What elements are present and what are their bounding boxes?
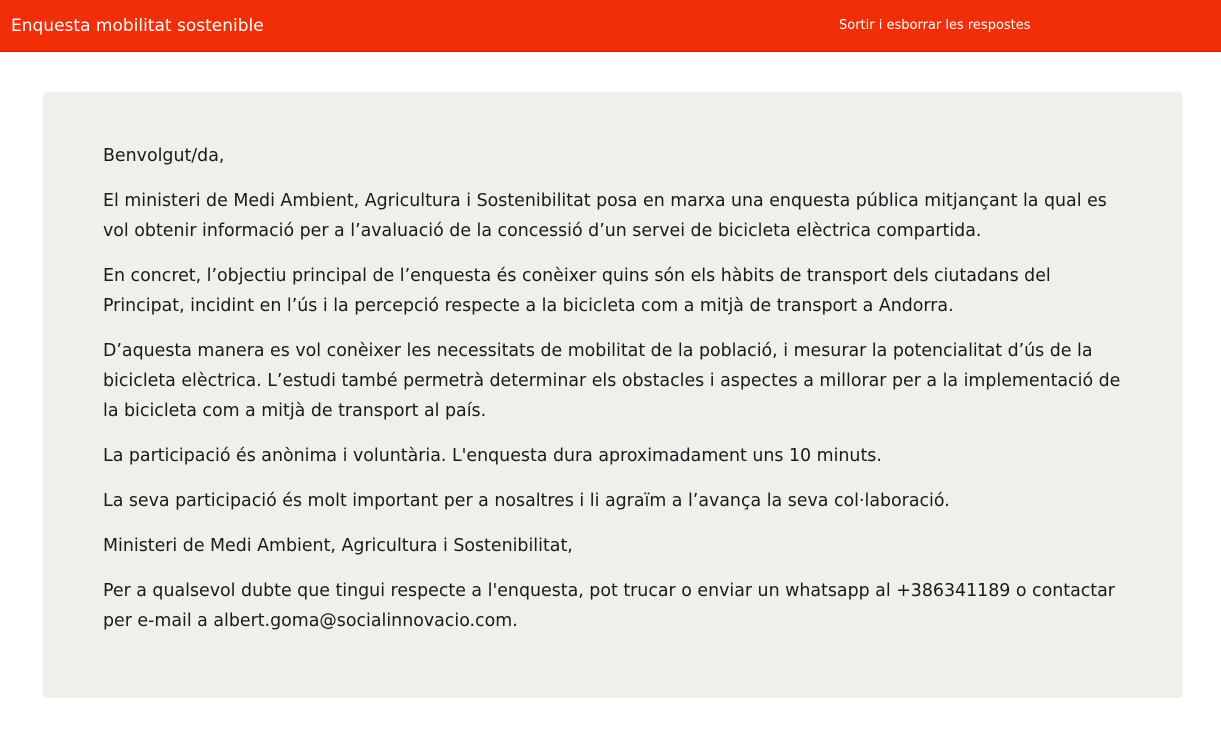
needs-paragraph: D’aquesta manera es vol conèixer les necessitats de mobilitat de la població, i mesurar la potencialitat d’ús de la bicicleta elèctrica. L’estudi també permetrà determinar els obstacles i aspectes a millorar per a la implementació de la bicicleta com a mitjà de transport al país. [103,341,1121,421]
participation-paragraph: La participació és anònima i voluntària. L'enquesta dura aproximadament uns 10 minuts. [103,446,882,466]
intro-card [43,92,1183,698]
thanks-paragraph: La seva participació és molt important per a nosaltres i li agraïm a l’avança la seva col·laboració. [103,491,950,511]
header-bar [0,0,1221,52]
signature: Ministeri de Medi Ambient, Agricultura i Sostenibilitat, [103,536,573,556]
contact-paragraph: Per a qualsevol dubte que tingui respecte a l'enquesta, pot trucar o enviar un whatsapp al +386341189 o contactar per e-mail a albert.goma@socialinnovacio.com. [103,581,1115,631]
objective-paragraph: En concret, l’objectiu principal de l’enquesta és conèixer quins són els hàbits de transport dels ciutadans del Principat, incidint en l’ús i la percepció respecte a la bicicleta com a mitjà de transport a Andorra. [103,266,1051,316]
survey-title: Enquesta mobilitat sostenible [11,16,264,36]
exit-and-clear-link[interactable]: Sortir i esborrar les respostes [839,18,1031,33]
greeting: Benvolgut/da, [103,146,225,166]
intro-text [103,141,1133,651]
intro-paragraph: El ministeri de Medi Ambient, Agricultura i Sostenibilitat posa en marxa una enquesta pública mitjançant la qual es vol obtenir informació per a l’avaluació de la concessió d’un servei de bicicleta elèctrica compartida. [103,191,1107,241]
